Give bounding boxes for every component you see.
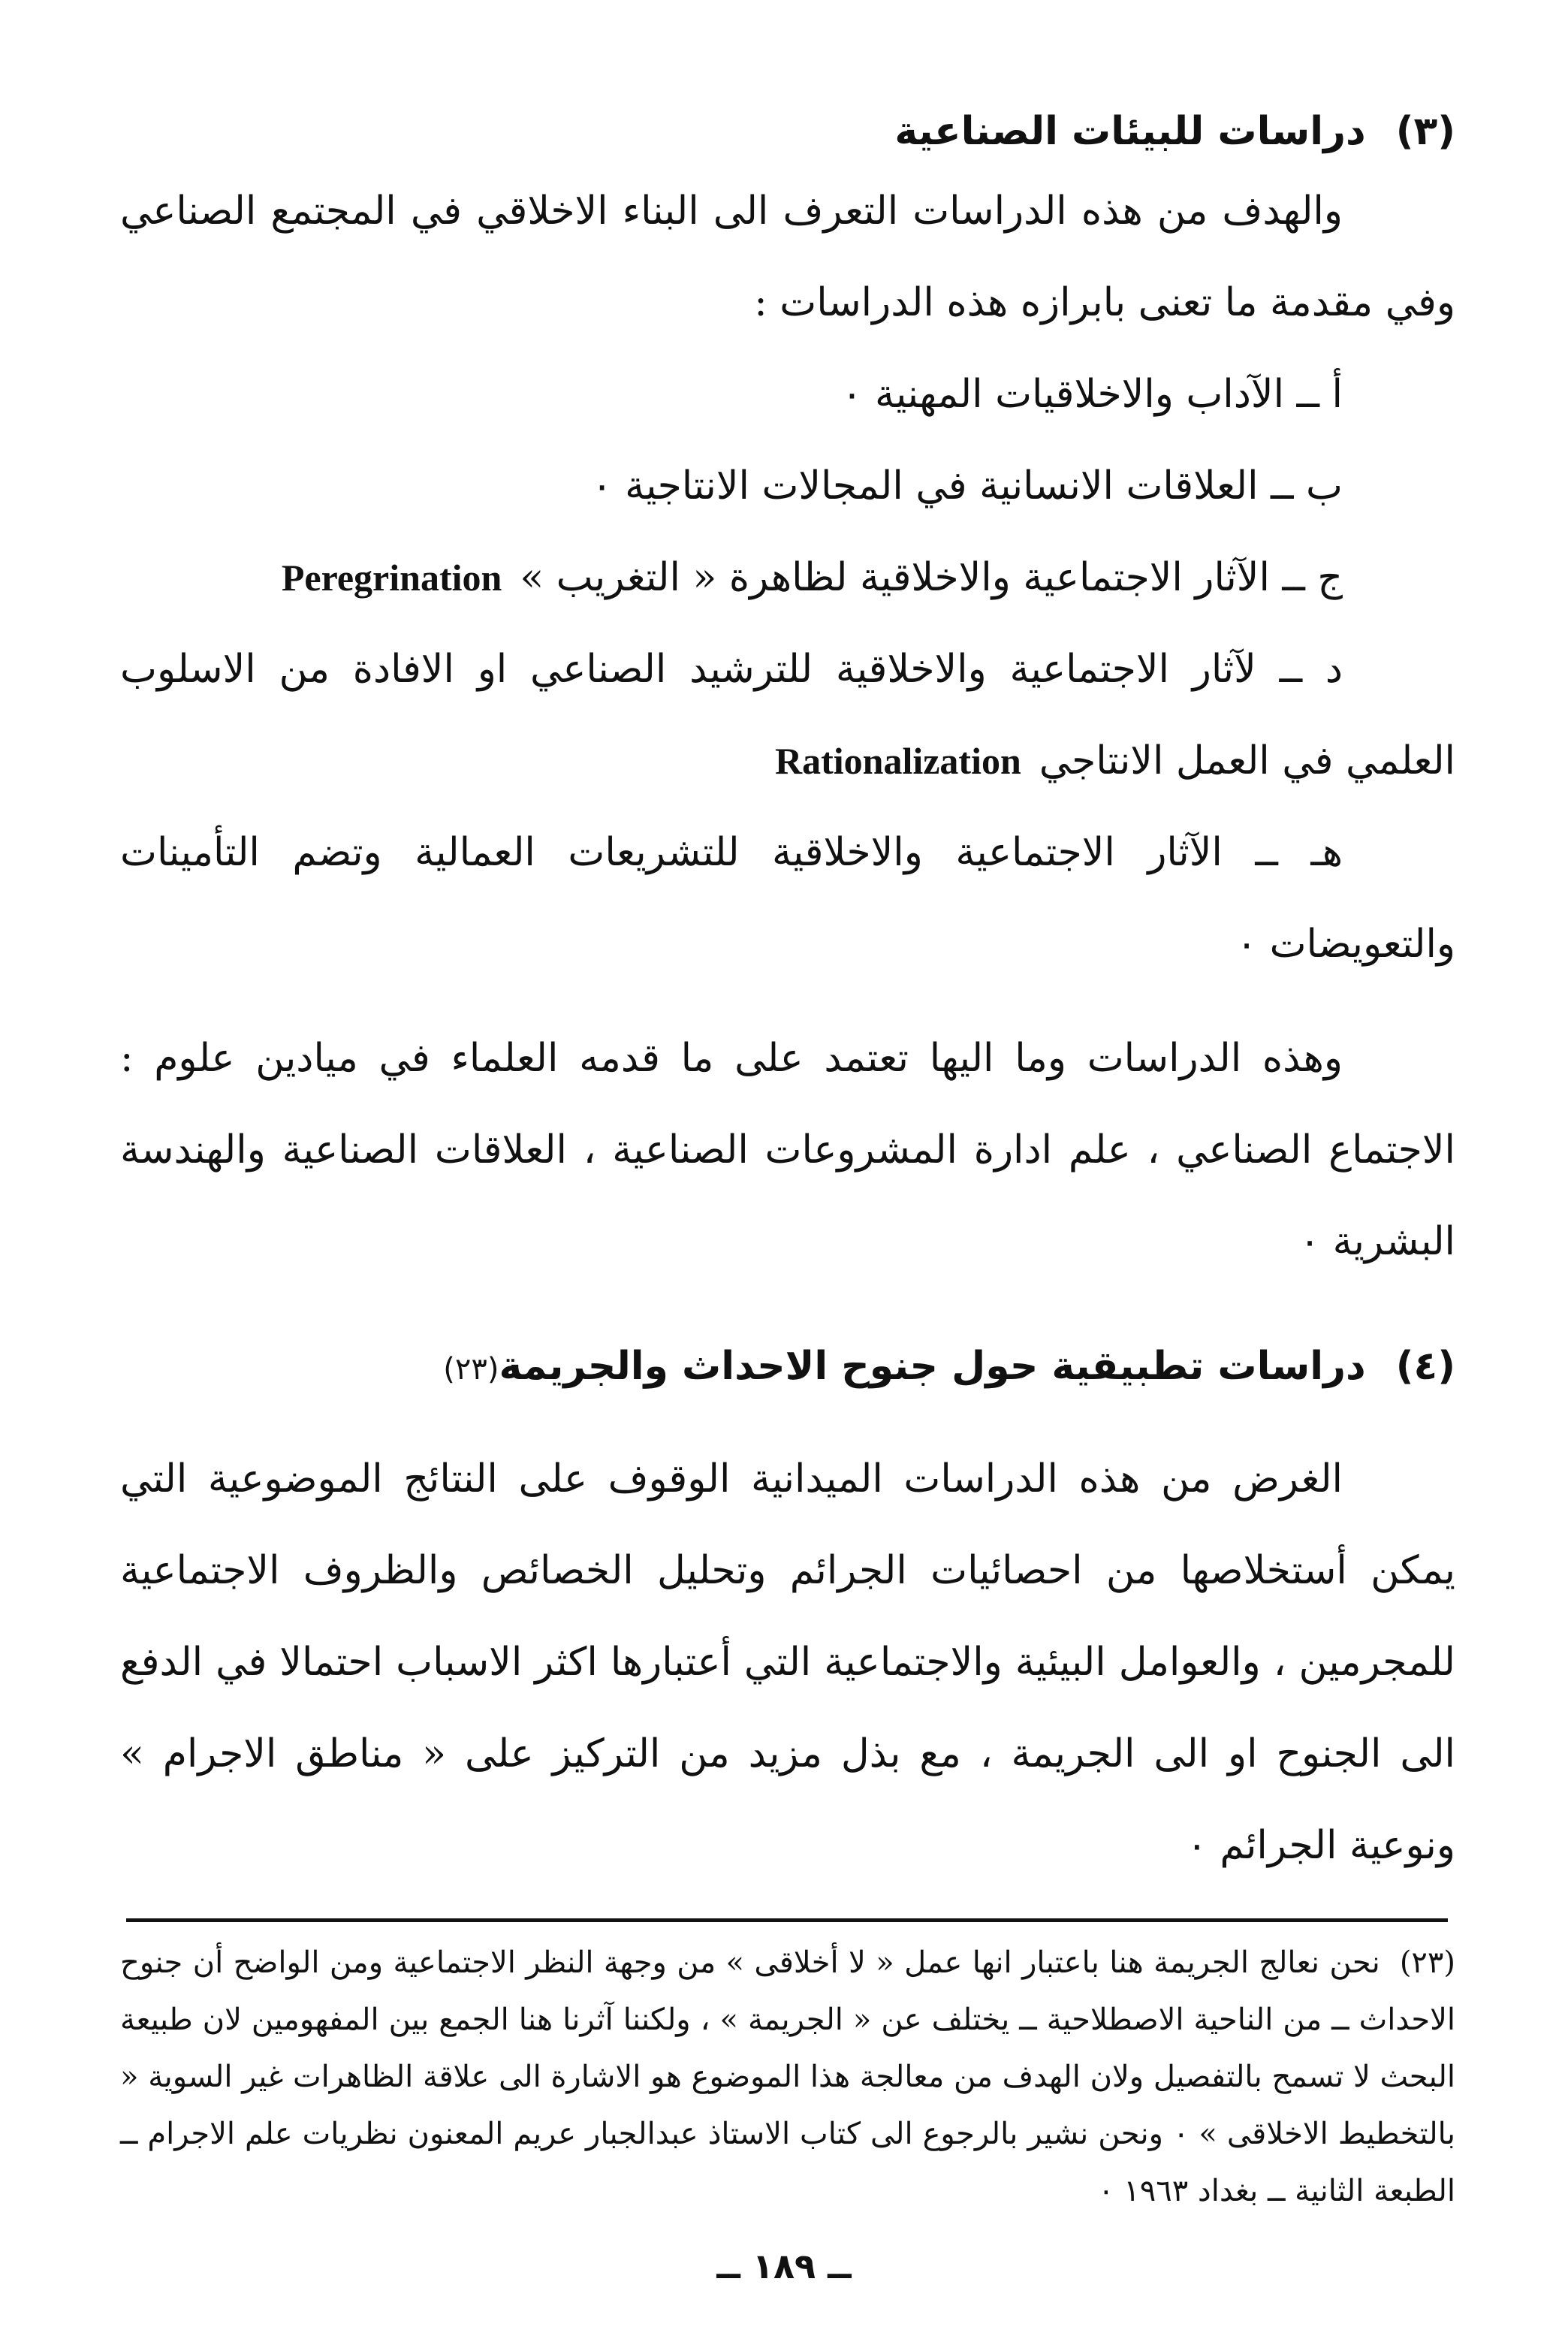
footnote-text: نحن نعالج الجريمة هنا باعتبار انها عمل « لا أخلاقى » من وجهة النظر الاجتماعية ومن الواضح أن جنوح الاحداث ــ من الناحية الاصطلاحية ــ يختلف عن « الجريمة » ، ولكننا آثرنا هنا الجمع بين المفهومين لان طبيعة البحث لا تسمح بالتفصيل ولان الهدف من معالجة هذا الموضوع هو الاشارة الى علاقة الظاهرات غير السوية « بالتخطيط الاخلاقى » ٠ ونحن نشير بالرجوع الى كتاب الاستاذ عبدالجبار عريم المعنون نظريات علم الاجرام ــ الطبعة الثانية ــ بغداد ١٩٦٣ ٠ [120,1945,1456,2208]
list-item-c-latin-term: Peregrination [281,557,502,599]
list-item-a [120,349,1455,440]
list-item-b-text: ب ــ العلاقات الانسانية في المجالات الانتاجية ٠ [591,463,1343,509]
list-item-d-text: د ــ لآثار الاجتماعية والاخلاقية للترشيد الصناعي او الافادة من الاسلوب العلمي في العمل الانتاجي [120,647,1455,783]
list-item-b [120,440,1455,532]
list-item-c [120,532,1455,623]
list-item-e [120,807,1455,990]
page-number: ــ ١٨٩ ــ [716,2246,852,2286]
section-4-body: الغرض من هذه الدراسات الميدانية الوقوف على النتائج الموضوعية التي يمكن أستخلاصها من احصائيات الجرائم وتحليل الخصائص والظروف الاجتماعية للمجرمين ، والعوامل البيئية والاجتماعية التي أعتبارها اكثر الاسباب احتمالا في الدفع الى الجنوح او الى الجريمة ، مع بذل مزيد من التركيز على « مناطق الاجرام » ونوعية الجرائم ٠ [120,1456,1455,1868]
section-4-number: (٤) [1395,1344,1455,1389]
section-4-heading [120,1332,1455,1403]
footnote [120,1934,1455,2220]
list-item-d [120,623,1455,807]
footnote-ref: (٢٣) [443,1352,499,1387]
list-item-c-text: ج ــ الآثار الاجتماعية والاخلاقية لظاهرة « التغريب » [520,555,1343,600]
list-item-a-text: أ ــ الآداب والاخلاقيات المهنية ٠ [841,372,1343,417]
section-3-heading [120,98,1455,165]
section-3-closing: وهذه الدراسات وما اليها تعتمد على ما قدمه العلماء في ميادين علوم : الاجتماع الصناعي ، علم ادارة المشروعات الصناعية ، العلاقات الصناعية والهندسة البشرية ٠ [120,1036,1456,1264]
section-3-intro: والهدف من هذه الدراسات التعرف الى البناء الاخلاقي في المجتمع الصناعي وفي مقدمة ما تعنى بابرازه هذه الدراسات : [120,189,1455,325]
list-item-e-text: هـ ــ الآثار الاجتماعية والاخلاقية للتشريعات العمالية وتضم التأمينات والتعويضات ٠ [120,830,1455,967]
section-3-title: دراسات للبيئات الصناعية [894,109,1366,154]
section-4-title: دراسات تطبيقية حول جنوح الاحداث والجريمة [499,1344,1366,1389]
footnote-number: (٢٣) [1399,1945,1455,1980]
section-3-number: (٣) [1395,109,1455,154]
list-item-d-latin-term: Rationalization [775,740,1021,782]
footnote-divider [126,1918,1448,1922]
